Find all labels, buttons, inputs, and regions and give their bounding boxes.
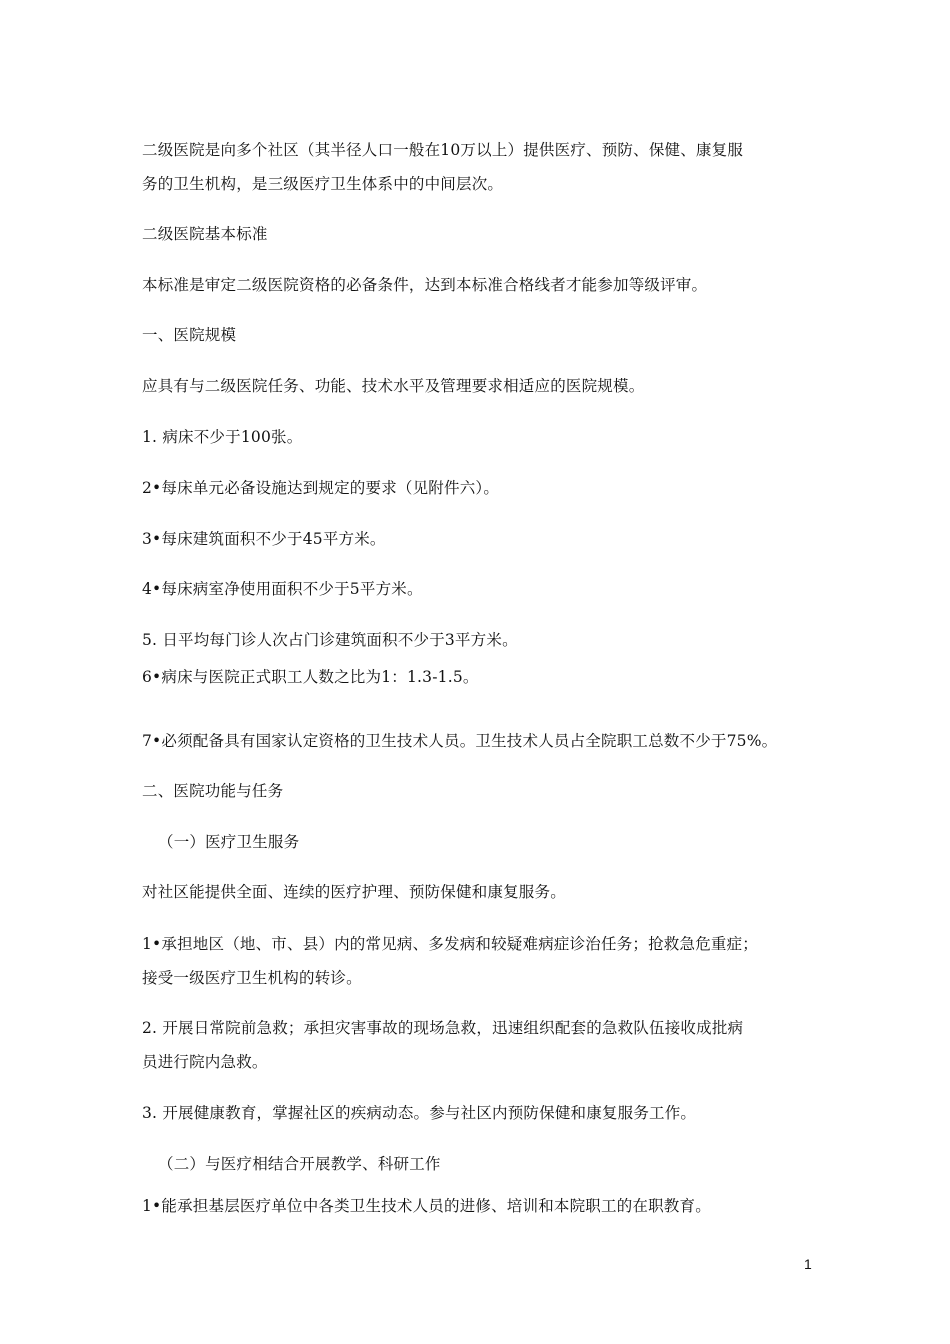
section-heading: 二、医院功能与任务 [142,782,284,800]
list-item: 6•病床与医院正式职工人数之比为1：1.3-1.5。 [142,668,479,686]
paragraph-line: 对社区能提供全面、连续的医疗护理、预防保健和康复服务。 [142,883,566,901]
section-heading: 二级医院基本标准 [142,225,268,243]
subsection-heading: （一）医疗卫生服务 [158,833,300,851]
list-item-continuation: 接受一级医疗卫生机构的转诊。 [142,969,362,987]
list-item: 5. 日平均每门诊人次占门诊建筑面积不少于3平方米。 [142,631,518,649]
paragraph-line: 本标准是审定二级医院资格的必备条件，达到本标准合格线者才能参加等级评审。 [142,276,708,294]
list-item: 1. 病床不少于100张。 [142,428,303,446]
list-item: 1•能承担基层医疗单位中各类卫生技术人员的进修、培训和本院职工的在职教育。 [142,1197,711,1215]
paragraph-line: 应具有与二级医院任务、功能、技术水平及管理要求相适应的医院规模。 [142,377,645,395]
list-item: 3. 开展健康教育，掌握社区的疾病动态。参与社区内预防保健和康复服务工作。 [142,1104,697,1122]
list-item: 2•每床单元必备设施达到规定的要求（见附件六）。 [142,479,500,497]
list-item: 1•承担地区（地、市、县）内的常见病、多发病和较疑难病症诊治任务；抢救急危重症； [142,935,759,953]
list-item-continuation: 员进行院内急救。 [142,1053,268,1071]
page-number: 1 [804,1256,812,1272]
list-item: 7•必须配备具有国家认定资格的卫生技术人员。卫生技术人员占全院职工总数不少于75%。 [142,732,778,750]
list-item: 3•每床建筑面积不少于45平方米。 [142,530,386,548]
subsection-heading: （二）与医疗相结合开展教学、科研工作 [158,1155,441,1173]
paragraph-line: 二级医院是向多个社区（其半径人口一般在10万以上）提供医疗、预防、保健、康复服 [142,141,744,159]
list-item: 4•每床病室净使用面积不少于5平方米。 [142,580,423,598]
paragraph-line: 务的卫生机构，是三级医疗卫生体系中的中间层次。 [142,175,504,193]
section-heading: 一、医院规模 [142,326,237,344]
list-item: 2. 开展日常院前急救；承担灾害事故的现场急救，迅速组织配套的急救队伍接收成批病 [142,1019,744,1037]
